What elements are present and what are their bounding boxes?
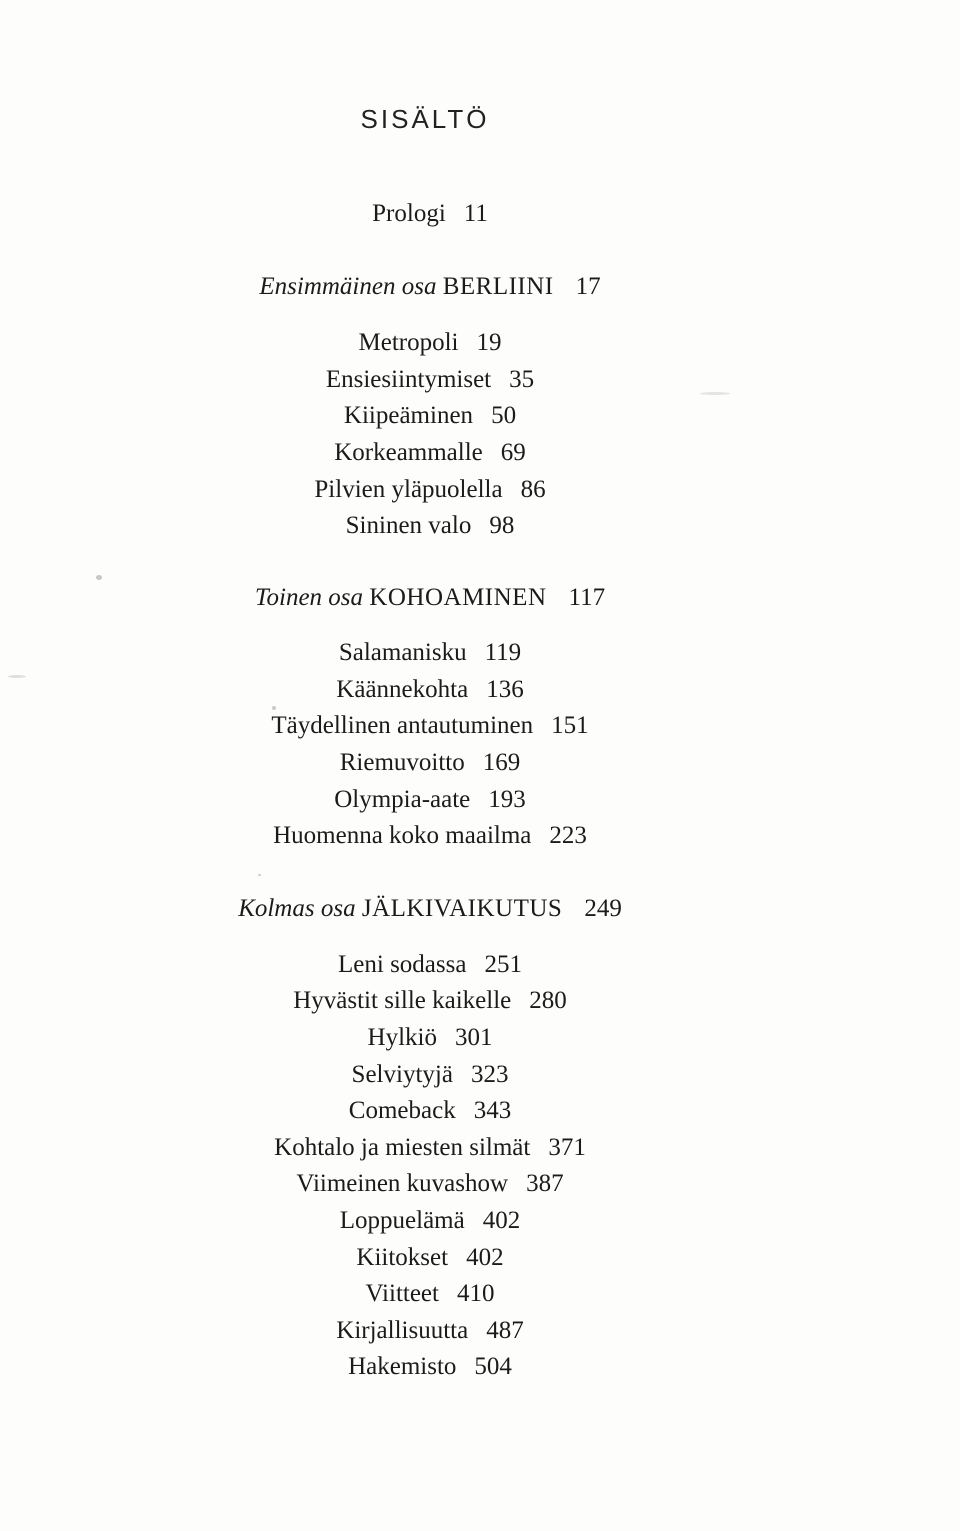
toc-entry (0, 950, 860, 980)
toc-entry (0, 675, 860, 705)
toc-entry (0, 748, 860, 778)
toc-entry-label: Loppuelämä (339, 1207, 465, 1234)
toc-entry-prologue (0, 199, 860, 229)
toc-entry-label: Salamanisku (338, 639, 467, 666)
toc-entry-label: Kiipeäminen (343, 402, 474, 429)
toc-entry-page: 69 (500, 439, 526, 466)
toc-entry-page: 251 (484, 951, 522, 978)
toc-entry-page: 402 (482, 1207, 521, 1234)
toc-entry-page: 151 (551, 712, 589, 739)
part-ordinal: Ensimmäinen osa (259, 273, 437, 300)
toc-entry-label: Huomenna koko maailma (273, 822, 532, 849)
toc-entry-label: Käännekohta (336, 676, 469, 703)
toc-entry (0, 986, 860, 1016)
toc-entry-page: 402 (466, 1244, 504, 1271)
toc-entry-label: Viitteet (365, 1280, 439, 1307)
page-title: SISÄLTÖ (360, 104, 490, 134)
toc-entry (0, 1279, 860, 1309)
toc-entry-page: 119 (484, 639, 522, 666)
toc-entry-page: 410 (456, 1280, 495, 1307)
toc-entry (0, 511, 860, 541)
toc-entry-page: 323 (470, 1061, 509, 1088)
toc-entry (0, 1206, 860, 1236)
toc-entry-page: 136 (486, 676, 524, 703)
part-page: 17 (575, 273, 601, 300)
scan-speck (258, 874, 261, 876)
toc-entry-label: Metropoli (358, 329, 459, 356)
toc-entry (0, 1060, 860, 1090)
toc-entry-label: Pilvien yläpuolella (314, 476, 503, 503)
toc-entry-page: 35 (509, 366, 535, 393)
part-ordinal: Kolmas osa (238, 895, 356, 922)
toc-entry-label: Hakemisto (348, 1353, 457, 1380)
toc-entry-label: Selviytyjä (351, 1061, 453, 1088)
part-ordinal: Toinen osa (254, 584, 364, 611)
scan-speck (96, 575, 102, 580)
toc-entry (0, 1352, 860, 1382)
toc-entry-label: Kohtalo ja miesten silmät (274, 1134, 531, 1161)
toc-entry-page: 193 (488, 786, 526, 813)
scan-speck (272, 706, 276, 710)
toc-entry (0, 1096, 860, 1126)
toc-entry-label: Leni sodassa (338, 951, 467, 978)
toc-entry (0, 1133, 860, 1163)
toc-entry-label: Comeback (348, 1097, 456, 1124)
toc-entry-page: 487 (486, 1317, 524, 1344)
toc-entry-page: 343 (473, 1097, 512, 1124)
toc-entry-page: 86 (520, 476, 546, 503)
toc-entry-label: Hylkiö (367, 1024, 437, 1051)
toc-entry-label: Kiitokset (356, 1244, 449, 1271)
toc-entry (0, 785, 860, 815)
toc-entry (0, 401, 860, 431)
toc-entry-page: 280 (529, 987, 567, 1014)
toc-entry-label: Olympia-aate (334, 786, 471, 813)
toc-entry-label: Korkeammalle (334, 439, 483, 466)
part-name: BERLIINI (442, 273, 554, 300)
toc-entry-page: 98 (489, 512, 515, 539)
part-heading-1 (0, 272, 860, 302)
toc-entry (0, 365, 860, 395)
toc-entry-page: 371 (548, 1134, 586, 1161)
toc-entry (0, 821, 860, 851)
part-page: 249 (584, 895, 622, 922)
part-page: 117 (568, 584, 606, 611)
toc-entry-page: 387 (526, 1170, 564, 1197)
scan-speck (8, 675, 26, 678)
toc-entry-label: Hyvästit sille kaikelle (293, 987, 512, 1014)
toc-entry-label: Prologi (372, 200, 446, 227)
part-heading-3 (0, 894, 860, 924)
toc-entry-label: Täydellinen antautuminen (271, 712, 534, 739)
toc-entry-page: 19 (476, 329, 502, 356)
toc-entry-label: Riemuvoitto (339, 749, 465, 776)
toc-entry-page: 50 (491, 402, 517, 429)
toc-entry-page: 11 (463, 200, 488, 227)
part-name: KOHOAMINEN (369, 584, 547, 611)
toc-entry (0, 1243, 860, 1273)
toc-entry (0, 328, 860, 358)
toc-entry (0, 1169, 860, 1199)
part-heading-2 (0, 583, 860, 613)
toc-entry (0, 475, 860, 505)
toc-entry-page: 223 (549, 822, 587, 849)
toc-entry (0, 1023, 860, 1053)
toc-entry-page: 504 (474, 1353, 512, 1380)
toc-entry-label: Kirjallisuutta (336, 1317, 469, 1344)
toc-entry-label: Sininen valo (345, 512, 472, 539)
toc-entry (0, 638, 860, 668)
toc-entry-label: Viimeinen kuvashow (296, 1170, 509, 1197)
toc-entry-label: Ensiesiintymiset (325, 366, 492, 393)
toc-entry (0, 1316, 860, 1346)
toc-entry (0, 711, 860, 741)
scan-speck (700, 392, 730, 395)
toc-entry-page: 301 (454, 1024, 493, 1051)
toc-entry (0, 438, 860, 468)
toc-entry-page: 169 (482, 749, 521, 776)
part-name: JÄLKIVAIKUTUS (361, 895, 563, 922)
